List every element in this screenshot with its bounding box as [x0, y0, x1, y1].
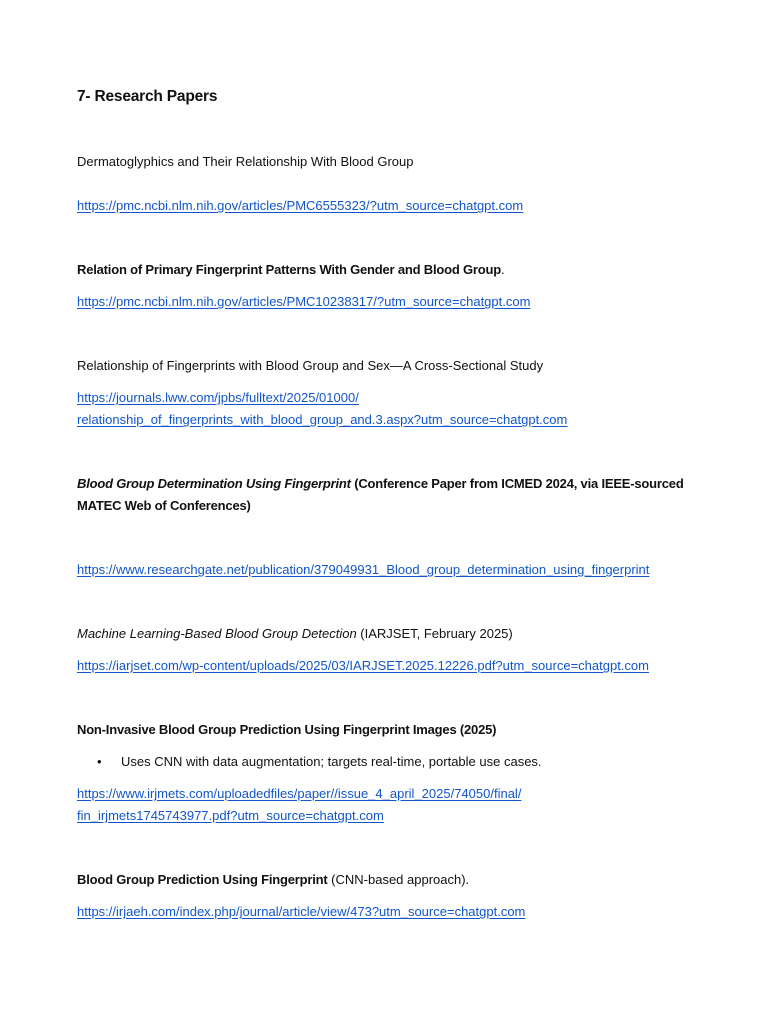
paper-3-link-line-2[interactable]: relationship_of_fingerprints_with_blood_group_and.3.aspx?utm_source=chatgpt.com: [77, 412, 568, 427]
bullet-icon: •: [97, 754, 102, 769]
paper-2-title-suffix: .: [500, 262, 505, 277]
paper-6-link[interactable]: [77, 783, 717, 827]
paper-3-link-line-1[interactable]: https://journals.lww.com/jpbs/fulltext/2025/01000/: [77, 390, 359, 405]
paper-2-title: Relation of Primary Fingerprint Patterns With Gender and Blood Group: [77, 262, 501, 277]
paper-4-title: Blood Group Determination Using Fingerprint: [77, 476, 351, 491]
paper-1-link[interactable]: https://pmc.ncbi.nlm.nih.gov/articles/PMC6555323/?utm_source=chatgpt.com: [77, 198, 524, 213]
paper-4-title-block: [77, 473, 717, 517]
paper-5-title-line: [77, 623, 717, 645]
paper-7-title: Blood Group Prediction Using Fingerprint: [77, 872, 328, 887]
paper-4-title-rest-2: MATEC Web of Conferences): [77, 498, 251, 513]
paper-5-link[interactable]: https://iarjset.com/wp-content/uploads/2025/03/IARJSET.2025.12226.pdf?utm_source=chatgpt.com: [77, 658, 649, 673]
paper-4-title-rest-1: (Conference Paper from ICMED 2024, via IEEE-sourced: [350, 476, 684, 491]
section-heading: 7- Research Papers: [77, 88, 218, 105]
paper-1-title: Dermatoglyphics and Their Relationship With Blood Group: [77, 154, 414, 169]
paper-7-link[interactable]: https://irjaeh.com/index.php/journal/article/view/473?utm_source=chatgpt.com: [77, 904, 526, 919]
paper-6-title: Non-Invasive Blood Group Prediction Using Fingerprint Images (2025): [77, 722, 497, 737]
paper-2-link[interactable]: https://pmc.ncbi.nlm.nih.gov/articles/PMC10238317/?utm_source=chatgpt.com: [77, 294, 531, 309]
paper-7-title-line: [77, 869, 717, 891]
paper-5-title-rest: (IARJSET, February 2025): [356, 626, 513, 641]
paper-3-link[interactable]: [77, 387, 717, 431]
paper-2-title-line: [77, 259, 717, 281]
paper-3-title: Relationship of Fingerprints with Blood Group and Sex—A Cross-Sectional Study: [77, 358, 544, 373]
paper-5-title: Machine Learning-Based Blood Group Detection: [77, 626, 357, 641]
paper-6-bullet-text: Uses CNN with data augmentation; targets real-time, portable use cases.: [121, 754, 542, 769]
paper-4-link[interactable]: https://www.researchgate.net/publication/379049931_Blood_group_determination_using_fingerprint: [77, 562, 650, 577]
paper-6-link-line-1[interactable]: https://www.irjmets.com/uploadedfiles/paper//issue_4_april_2025/74050/final/: [77, 786, 522, 801]
paper-7-title-rest: (CNN-based approach).: [327, 872, 470, 887]
paper-6-link-line-2[interactable]: fin_irjmets1745743977.pdf?utm_source=chatgpt.com: [77, 808, 384, 823]
paper-6-bullet-item: [97, 751, 717, 773]
